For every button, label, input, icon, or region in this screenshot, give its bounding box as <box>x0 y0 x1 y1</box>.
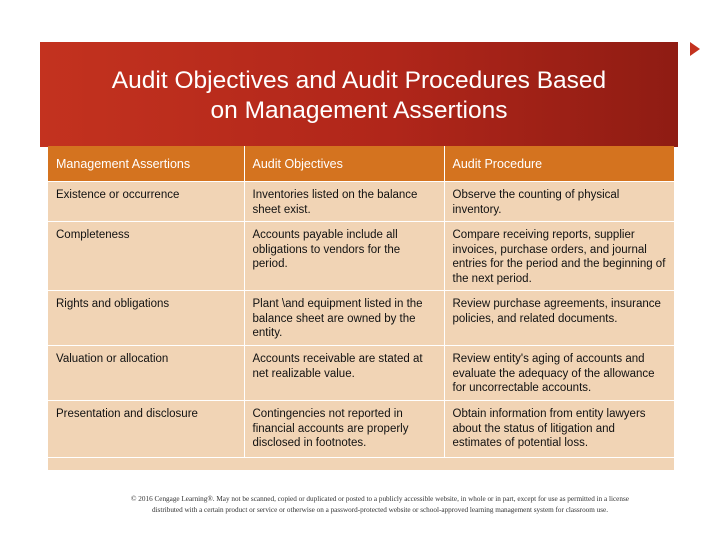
table-row <box>48 346 674 401</box>
table-row <box>48 401 674 458</box>
slide-title: Audit Objectives and Audit Procedures Based on Management Assertions <box>111 67 607 124</box>
assertion-cell: Valuation or allocation <box>48 346 244 401</box>
procedure-cell: Observe the counting of physical inventory. <box>444 182 674 222</box>
assertion-cell: Presentation and disclosure <box>48 401 244 458</box>
copyright-footer: © 2016 Cengage Learning®. May not be scanned, copied or duplicated or posted to a publicly accessible website, in whole or in part, except for use as permitted in a license distributed with a certain product or service or otherwise on a password-protected website or school-approved learning management system for classroom use. <box>131 495 629 514</box>
table-row <box>48 291 674 346</box>
assertion-cell: Rights and obligations <box>48 291 244 346</box>
procedure-cell: Obtain information from entity lawyers about the status of litigation and estimates of potential loss. <box>444 401 674 458</box>
assertions-table-container <box>48 146 674 470</box>
objective-cell: Accounts payable include all obligations to vendors for the period. <box>244 222 444 291</box>
objective-cell: Contingencies not reported in financial accounts are properly disclosed in footnotes. <box>244 401 444 458</box>
assertion-cell: Completeness <box>48 222 244 291</box>
assertions-table <box>48 146 674 458</box>
table-header-row <box>48 146 674 182</box>
table-row <box>48 222 674 291</box>
table-row <box>48 182 674 222</box>
arrow-right-icon <box>690 42 700 56</box>
objective-cell: Accounts receivable are stated at net realizable value. <box>244 346 444 401</box>
header-audit-procedure: Audit Procedure <box>444 146 674 182</box>
header-audit-objectives: Audit Objectives <box>244 146 444 182</box>
procedure-cell: Compare receiving reports, supplier invoices, purchase orders, and journal entries for the period and the beginning of the next period. <box>444 222 674 291</box>
procedure-cell: Review purchase agreements, insurance policies, and related documents. <box>444 291 674 346</box>
header-management-assertions: Management Assertions <box>48 146 244 182</box>
objective-cell: Plant \and equipment listed in the balance sheet are owned by the entity. <box>244 291 444 346</box>
objective-cell: Inventories listed on the balance sheet exist. <box>244 182 444 222</box>
procedure-cell: Review entity's aging of accounts and evaluate the adequacy of the allowance for uncorrectable accounts. <box>444 346 674 401</box>
assertion-cell: Existence or occurrence <box>48 182 244 222</box>
